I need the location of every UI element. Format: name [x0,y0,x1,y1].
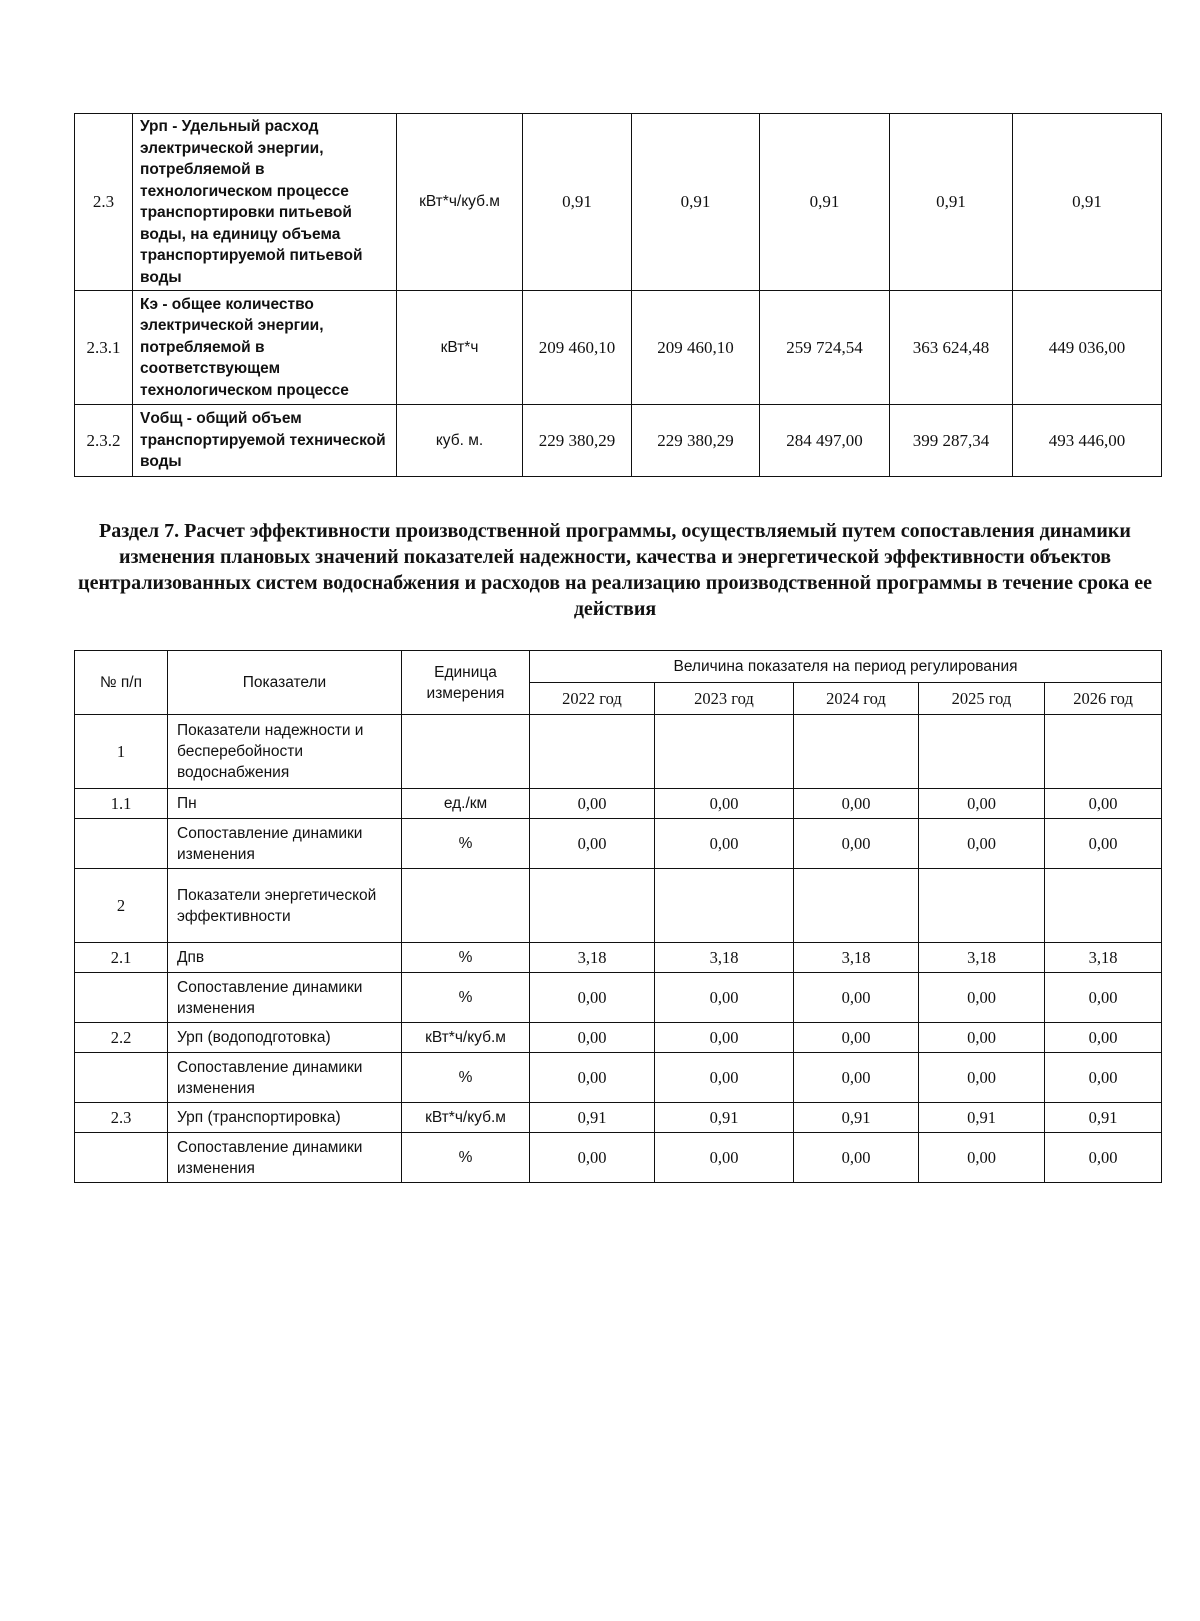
value-cell: 0,91 [760,114,890,291]
row-number: 2.3 [75,114,133,291]
value-cell: 0,91 [1045,1103,1162,1133]
value-cell: 0,00 [1045,973,1162,1023]
value-cell: 0,00 [794,1023,919,1053]
value-cell: 3,18 [655,943,794,973]
value-cell: 3,18 [794,943,919,973]
value-cell: 0,00 [1045,1023,1162,1053]
value-cell: 0,00 [794,1053,919,1103]
value-cell: 0,00 [655,819,794,869]
indicator-label: Пн [168,789,402,819]
value-cell: 0,91 [632,114,760,291]
header-period: Величина показателя на период регулирования [530,651,1162,683]
table-row [75,1053,1162,1103]
value-cell: 0,00 [1045,1053,1162,1103]
indicator-description: Урп - Удельный расход электрической энергии, потребляемой в технологическом процессе транспортировки питьевой воды, на единицу объема транспортируемой питьевой воды [133,114,397,291]
header-unit: Единица измерения [402,651,530,715]
unit-cell: % [402,1133,530,1183]
value-cell [919,869,1045,943]
value-cell: 0,00 [794,819,919,869]
value-cell: 259 724,54 [760,291,890,405]
value-cell: 209 460,10 [632,291,760,405]
indicator-label: Дпв [168,943,402,973]
value-cell: 229 380,29 [523,405,632,477]
header-year: 2024 год [794,683,919,715]
table-row [75,1133,1162,1183]
row-number: 2.1 [75,943,168,973]
table-row [75,869,1162,943]
indicator-label: Урп (транспортировка) [168,1103,402,1133]
value-cell: 0,00 [1045,1133,1162,1183]
value-cell: 0,00 [919,1023,1045,1053]
value-cell [1045,715,1162,789]
value-cell: 0,00 [655,789,794,819]
indicator-label: Сопоставление динамики изменения [168,1133,402,1183]
row-number: 2.3 [75,1103,168,1133]
header-year: 2023 год [655,683,794,715]
value-cell [794,869,919,943]
header-number: № п/п [75,651,168,715]
value-cell: 0,00 [1045,789,1162,819]
value-cell: 0,00 [655,1023,794,1053]
value-cell: 0,91 [794,1103,919,1133]
value-cell [794,715,919,789]
value-cell [655,715,794,789]
value-cell: 3,18 [530,943,655,973]
value-cell: 0,00 [794,789,919,819]
value-cell: 0,91 [919,1103,1045,1133]
value-cell: 0,00 [794,973,919,1023]
unit-cell: % [402,1053,530,1103]
value-cell: 3,18 [919,943,1045,973]
section-title: Раздел 7. Расчет эффективности производственной программы, осуществляемый путем сопоставления динамики изменения плановых значений показателей надежности, качества и энергетической эффективности объектов централизованных систем водоснабжения и расходов на реализацию производственной программы в течение срока ее действия [78,520,1152,620]
table-row [75,819,1162,869]
unit-cell: куб. м. [397,405,523,477]
indicator-label: Сопоставление динамики изменения [168,1053,402,1103]
value-cell: 0,00 [919,973,1045,1023]
value-cell: 0,91 [1013,114,1162,291]
unit-cell: кВт*ч/куб.м [402,1023,530,1053]
indicator-label: Сопоставление динамики изменения [168,973,402,1023]
row-number: 2.2 [75,1023,168,1053]
value-cell: 363 624,48 [890,291,1013,405]
row-number: 2 [75,869,168,943]
value-cell: 0,91 [530,1103,655,1133]
value-cell: 0,00 [655,973,794,1023]
value-cell: 0,00 [919,1133,1045,1183]
indicator-description: Vобщ - общий объем транспортируемой технической воды [133,405,397,477]
header-year: 2025 год [919,683,1045,715]
row-number: 1.1 [75,789,168,819]
value-cell: 0,00 [530,789,655,819]
value-cell: 399 287,34 [890,405,1013,477]
value-cell: 0,00 [1045,819,1162,869]
value-cell: 0,00 [919,1053,1045,1103]
table-row [75,973,1162,1023]
value-cell: 0,00 [530,973,655,1023]
row-number [75,819,168,869]
unit-cell: кВт*ч/куб.м [397,114,523,291]
unit-cell [402,715,530,789]
row-number [75,1133,168,1183]
value-cell: 0,91 [890,114,1013,291]
value-cell: 0,00 [655,1133,794,1183]
value-cell: 0,00 [794,1133,919,1183]
table-row [75,789,1162,819]
row-number [75,1053,168,1103]
value-cell: 0,00 [530,819,655,869]
unit-cell: кВт*ч [397,291,523,405]
header-year: 2026 год [1045,683,1162,715]
value-cell: 449 036,00 [1013,291,1162,405]
value-cell [1045,869,1162,943]
value-cell: 209 460,10 [523,291,632,405]
value-cell: 0,00 [530,1133,655,1183]
value-cell: 0,91 [655,1103,794,1133]
indicator-label: Показатели надежности и бесперебойности водоснабжения [168,715,402,789]
unit-cell: % [402,973,530,1023]
indicator-description: Кэ - общее количество электрической энергии, потребляемой в соответствующем технологическом процессе [133,291,397,405]
unit-cell: ед./км [402,789,530,819]
table-row [75,943,1162,973]
indicator-label: Сопоставление динамики изменения [168,819,402,869]
indicator-label: Показатели энергетической эффективности [168,869,402,943]
value-cell: 0,91 [523,114,632,291]
header-row [75,651,1162,683]
efficiency-table [74,650,1162,1183]
unit-cell [402,869,530,943]
value-cell [530,715,655,789]
unit-cell: % [402,943,530,973]
value-cell [530,869,655,943]
value-cell: 0,00 [530,1023,655,1053]
header-year: 2022 год [530,683,655,715]
table-row [75,1023,1162,1053]
header-indicator: Показатели [168,651,402,715]
table-row [75,1103,1162,1133]
unit-cell: кВт*ч/куб.м [402,1103,530,1133]
table-row [75,715,1162,789]
table-row [75,405,1162,477]
value-cell: 284 497,00 [760,405,890,477]
table-row [75,291,1162,405]
indicator-label: Урп (водоподготовка) [168,1023,402,1053]
indicator-detail-table [74,113,1162,477]
value-cell: 229 380,29 [632,405,760,477]
table-row [75,114,1162,291]
value-cell: 0,00 [919,789,1045,819]
value-cell [919,715,1045,789]
value-cell: 0,00 [655,1053,794,1103]
unit-cell: % [402,819,530,869]
row-number: 2.3.2 [75,405,133,477]
value-cell: 0,00 [530,1053,655,1103]
row-number: 2.3.1 [75,291,133,405]
row-number: 1 [75,715,168,789]
value-cell: 3,18 [1045,943,1162,973]
value-cell: 493 446,00 [1013,405,1162,477]
value-cell [655,869,794,943]
value-cell: 0,00 [919,819,1045,869]
row-number [75,973,168,1023]
